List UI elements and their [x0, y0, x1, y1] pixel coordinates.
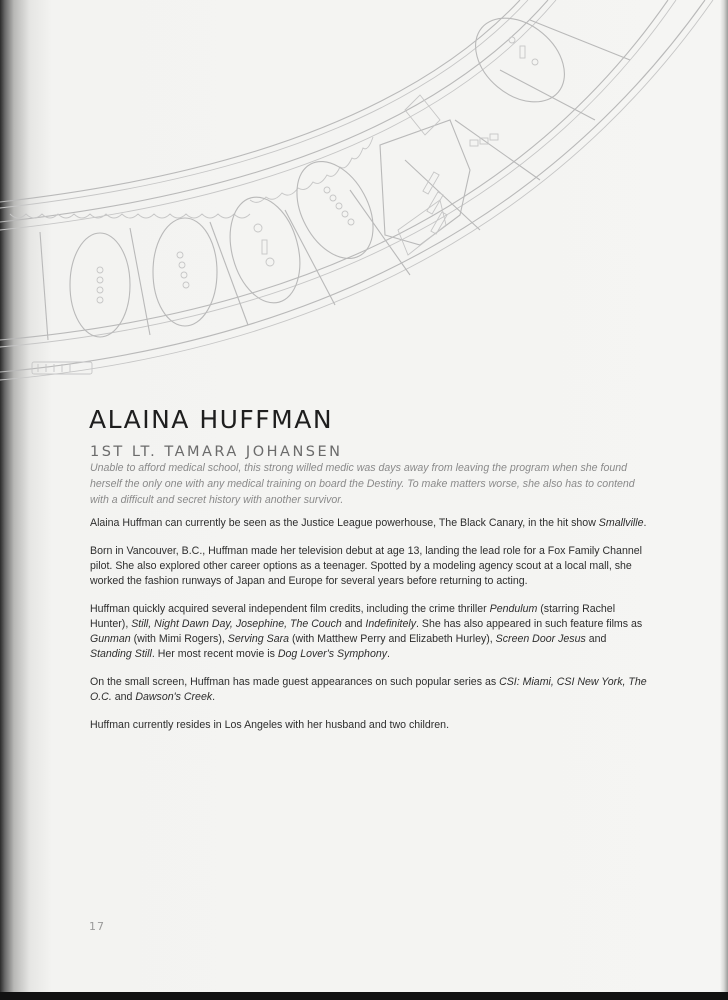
bio-text: On the small screen, Huffman has made guest appearances on such popular series as	[90, 676, 500, 688]
scan-bottom-border	[0, 992, 728, 1000]
actor-name-heading: ALAINA HUFFMAN	[89, 405, 334, 434]
bio-text: (with Mimi Rogers),	[130, 633, 228, 645]
film-title: Serving Sara	[227, 633, 290, 645]
bio-text: .	[643, 517, 647, 529]
page-number: 17	[89, 920, 105, 933]
bio-text: Huffman quickly acquired several independent film credits, including the crime thriller	[90, 603, 490, 615]
bio-paragraph-1	[90, 516, 650, 531]
film-title: Pendulum	[489, 603, 538, 615]
bio-paragraph-4	[90, 675, 650, 705]
film-title: Gunman	[90, 633, 131, 645]
page-edge-shadow	[720, 0, 728, 1000]
character-intro: Unable to afford medical school, this strong willed medic was days away from leaving the program when she found herself the only one with any medical training on board the Destiny. To make matters worse, she also has to contend with a difficult and secret history with another survivor.	[90, 462, 635, 506]
bio-text: (starring Rachel Hunter),	[90, 603, 616, 630]
bio-paragraph-5: Huffman currently resides in Los Angeles with her husband and two children.	[90, 719, 450, 731]
bio-text: . She has also appeared in such feature films as	[416, 618, 643, 630]
stargate-line-art	[0, 0, 728, 400]
bio-text: and	[585, 633, 607, 645]
film-title: Standing Still	[90, 648, 152, 660]
film-title: Screen Door Jesus	[495, 633, 586, 645]
film-title: Still, Night Dawn Day, Josephine, The Couch	[131, 618, 342, 630]
bio-text: .	[212, 691, 216, 703]
bio-text: . Her most recent movie is	[151, 648, 278, 660]
biography-body	[90, 516, 650, 746]
show-title: Smallville	[598, 517, 644, 529]
bio-text: and	[111, 691, 136, 703]
series-title: Dawson's Creek	[135, 691, 213, 703]
film-title: Dog Lover's Symphony	[277, 648, 388, 660]
bio-text: (with Matthew Perry and Elizabeth Hurley),	[289, 633, 496, 645]
film-title: Indefinitely	[365, 618, 417, 630]
series-title: CSI: Miami, CSI New York, The O.C.	[90, 676, 647, 703]
bio-text: and	[341, 618, 366, 630]
character-role-subheading: 1ST LT. TAMARA JOHANSEN	[90, 444, 343, 460]
bio-paragraph-3	[90, 602, 650, 662]
bio-paragraph-2: Born in Vancouver, B.C., Huffman made her television debut at age 13, landing the lead role for a Fox Family Channel pilot. She also explored other career options as a teenager. Spotted by a modeling agency scout at a local mall, she worked the fashion runways of Japan and Europe for several years before returning to acting.	[90, 545, 642, 587]
bio-text: .	[387, 648, 390, 660]
bio-text: Alaina Huffman can currently be seen as the Justice League powerhouse, The Black Canary, in the hit show	[90, 517, 599, 529]
